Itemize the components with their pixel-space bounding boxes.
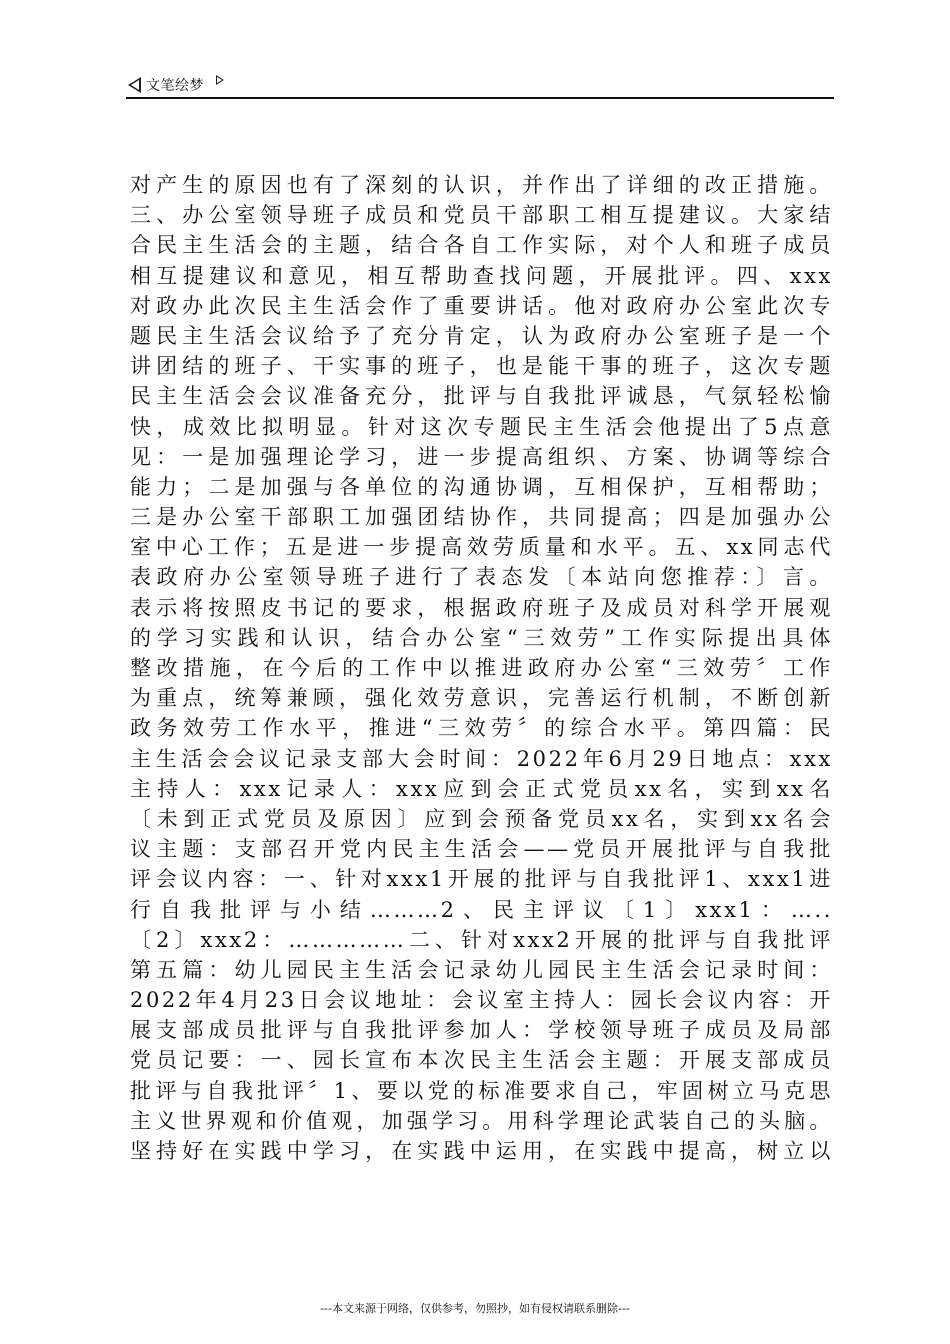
body-line: 三、办公室领导班子成员和党员干部职工相互提建议。大家结 bbox=[130, 203, 833, 228]
body-line: 表示将按照皮书记的要求，根据政府班子及成员对科学开展观 bbox=[130, 595, 833, 620]
body-line: 批评与自我批评〞1、要以党的标准要求自己，牢固树立马克思 bbox=[130, 1078, 833, 1103]
body-line: 议主题：支部召开党内民主生活会——党员开展批评与自我批 bbox=[130, 837, 833, 862]
body-line: 第五篇：幼儿园民主生活会记录幼儿园民主生活会记录时间： bbox=[130, 957, 833, 982]
body-line: 整改措施，在今后的工作中以推进政府办公室“三效劳〞工作 bbox=[130, 656, 833, 680]
body-line: 党员记要：一、园长宣布本次民主生活会主题：开展支部成员 bbox=[130, 1048, 833, 1073]
page-header bbox=[126, 72, 834, 98]
page-footer: ---本文来源于网络，仅供参考，勿照抄，如有侵权请联系删除--- bbox=[320, 1302, 630, 1315]
header-brand: 文笔绘梦 bbox=[146, 78, 204, 94]
body-line: 题民主生活会议给予了充分肯定，认为政府办公室班子是一个 bbox=[130, 323, 833, 348]
body-line: 相互提建议和意见，相互帮助查找问题，开展批评。四、xxx bbox=[130, 263, 833, 288]
body-line: 讲团结的班子、干实事的班子，也是能干事的班子，这次专题 bbox=[130, 354, 833, 379]
body-line: 快，成效比拟明显。针对这次专题民主生活会他提出了5点意 bbox=[130, 414, 833, 439]
body-line: 主义世界观和价值观，加强学习。用科学理论武装自己的头脑。 bbox=[130, 1108, 833, 1133]
body-line: 能力；二是加强与各单位的沟通协调，互相保护，互相帮助； bbox=[130, 474, 833, 499]
body-line: 坚持好在实践中学习，在实践中运用，在实践中提高，树立以 bbox=[130, 1139, 833, 1163]
body-line: 主持人：xxx记录人：xxx应到会正式党员xx名，实到xx名 bbox=[130, 776, 833, 801]
body-line: 三是办公室干部职工加强团结协作，共同提高；四是加强办公 bbox=[130, 505, 833, 530]
body-line: 行自我批评与小结………2、民主评议〔1〕xxx1：….. bbox=[130, 897, 833, 922]
document-body bbox=[130, 170, 833, 1166]
body-line: 〔2〕xxx2：……………二、针对xxx2开展的批评与自我批评 bbox=[130, 927, 833, 952]
body-line: 对产生的原因也有了深刻的认识，并作出了详细的改正措施。 bbox=[130, 173, 833, 197]
body-line: 2022年4月23日会议地址：会议室主持人：园长会议内容：开 bbox=[130, 988, 833, 1013]
header-rule bbox=[126, 97, 834, 99]
body-line: 民主生活会会议准备充分，批评与自我批评诚恳，气氛轻松愉 bbox=[130, 384, 833, 409]
body-line: 对政办此次民主生活会作了重要讲话。他对政府办公室此次专 bbox=[130, 293, 833, 318]
body-line: 主生活会会议记录支部大会时间：2022年6月29日地点：xxx bbox=[130, 746, 833, 771]
body-line: 展支部成员批评与自我批评参加人：学校领导班子成员及局部 bbox=[130, 1018, 833, 1043]
body-line: 表政府办公室领导班子进行了表态发〔本站向您推荐：〕言。 bbox=[130, 565, 833, 590]
body-line: 合民主生活会的主题，结合各自工作实际，对个人和班子成员 bbox=[130, 233, 833, 258]
body-line: 〔未到正式党员及原因〕应到会预备党员xx名，实到xx名会 bbox=[130, 806, 833, 831]
body-line: 室中心工作；五是进一步提高效劳质量和水平。五、xx同志代 bbox=[130, 535, 833, 560]
body-line: 见：一是加强理论学习，进一步提高组织、方案、协调等综合 bbox=[130, 444, 833, 469]
body-line: 为重点，统筹兼顾，强化效劳意识，完善运行机制，不断创新 bbox=[130, 686, 833, 711]
body-line: 政务效劳工作水平，推进“三效劳〞的综合水平。第四篇：民 bbox=[130, 716, 833, 741]
body-line: 评会议内容：一、针对xxx1开展的批评与自我批评1、xxx1进 bbox=[130, 867, 833, 892]
body-line: 的学习实践和认识，结合办公室“三效劳”工作实际提出具体 bbox=[130, 625, 833, 650]
